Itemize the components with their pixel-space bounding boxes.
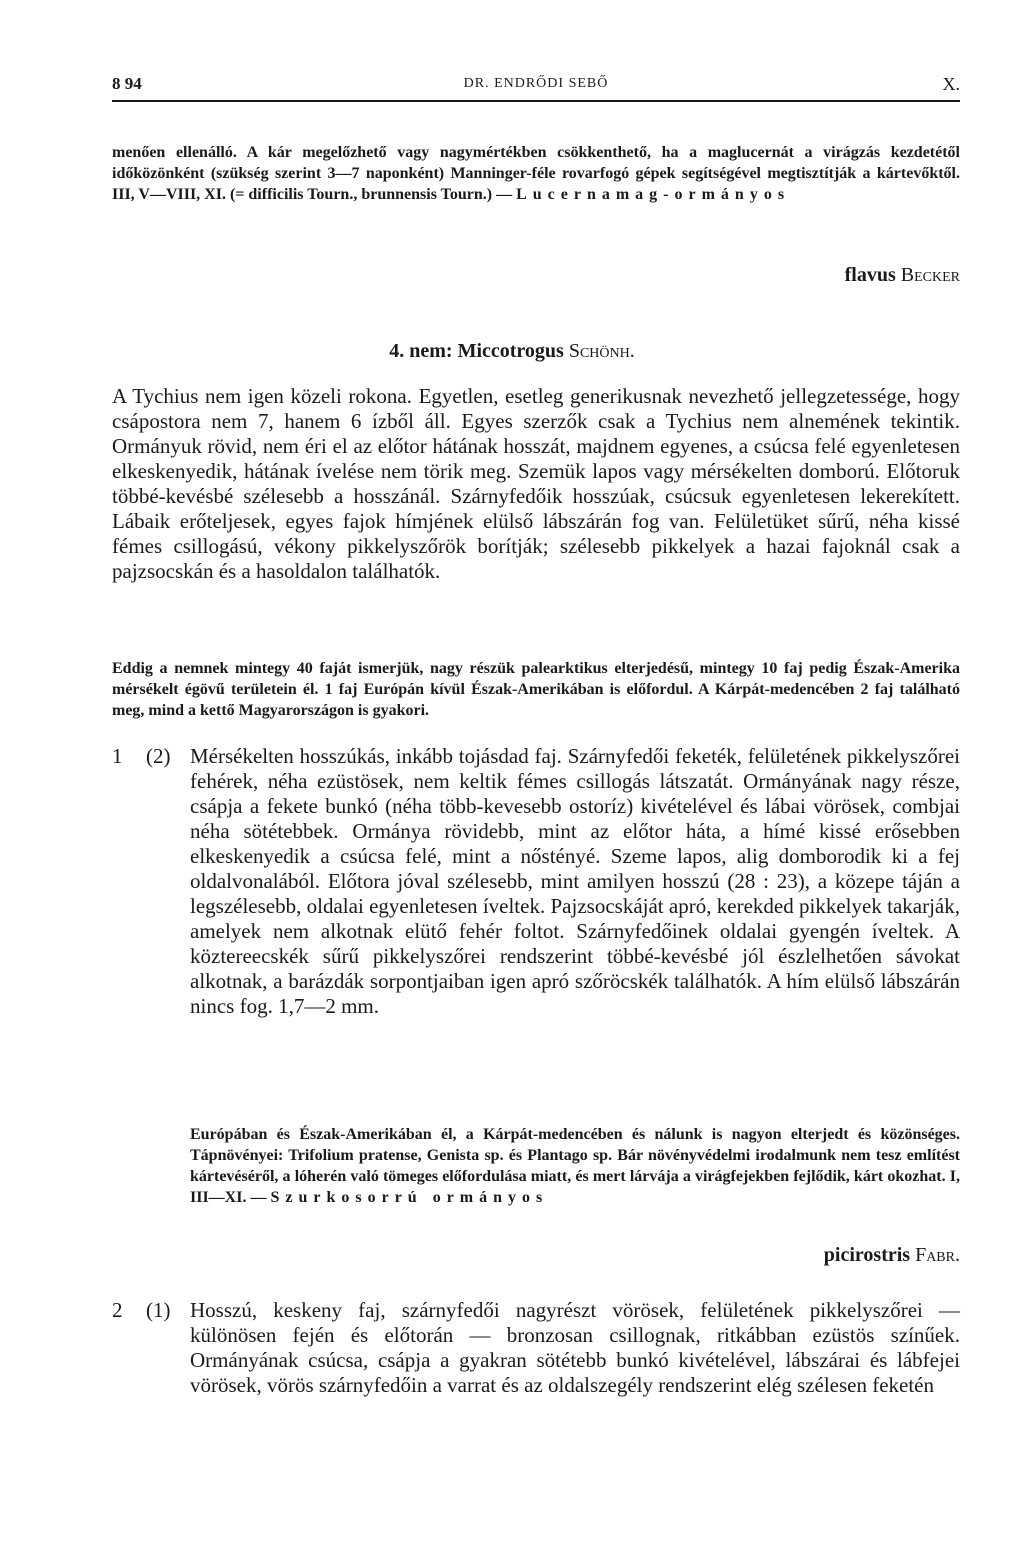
running-header	[112, 74, 960, 98]
key-note	[190, 1124, 960, 1208]
key-note-text: Európában és Észak-Amerikában él, a Kárpát-medencében és nálunk is nagyon elterjedt és közönséges. Tápnövényei: Trifolium pratense, Genista sp. és Plantago sp. Bár növényvédelmi irodalmunk nem tesz említést kártevéséről, a lóherén való tömeges előfordulása miatt, és mert lárvája a virágfejekben fejlődik, kárt okozhat. I, III—XI. —	[190, 1126, 960, 1206]
intro-paragraph	[112, 142, 960, 205]
key-common-name: Szurkosorrú ormányos	[270, 1189, 549, 1206]
species-line-picirostris	[824, 1244, 960, 1267]
key-text: Hosszú, keskeny faj, szárnyfedői nagyrészt vörösek, felületének pikkelyszőrei — különösen fején és előtorán — bronzosan csillognak, ritkábban ezüstös színűek. Ormányának csúcsa, csápja a gyakran sötétebb bunkó kivételével, lábszárai és lábfejei vörösek, vörös szárnyfedőin a varrat és az oldalszegély rendszerint elég szélesen feketén	[190, 1298, 960, 1397]
key-number: 2	[112, 1298, 123, 1322]
intro-common-name: Lucernamag-ormányos	[516, 186, 791, 203]
species-name: flavus	[844, 264, 896, 286]
genus-description: A Tychius nem igen közeli rokona. Egyetlen, esetleg generikusnak nevezhető jellegzetessége, hogy csápostora nem 7, hanem 6 ízből áll. Egyes szerzők csak a Tychius nem alnemének tekintik. Ormányuk rövid, nem éri el az előtor hátának hosszát, majdnem egyenes, a csúcsa felé egyenletesen elkeskenyedik, hátának ívelése nem törik meg. Szemük lapos vagy mérsékelten domború. Előtoruk többé-kevésbé szélesebb a hosszánál. Szárnyfedőik hosszúak, csúcsuk egyenletesen lekerekített. Lábaik erőteljesek, egyes fajok hímjének elülső lábszárán fog van. Felületüket sűrű, néha kissé fémes csillogású, vékony pikkelyszőrök borítják; szélesebb pikkelyek a hazai fajoknál csak a pajzsocskán és a hasoldalon találhatók.	[112, 384, 960, 583]
key-reference: (1)	[146, 1298, 171, 1322]
species-name: picirostris	[823, 1244, 911, 1266]
species-author: Becker	[900, 264, 960, 286]
genus-author: Schönh.	[568, 340, 635, 362]
key-text: Mérsékelten hosszúkás, inkább tojásdad faj. Szárnyfedői feketék, felületének pikkelyszőrei fehérek, néha ezüstösek, nem keltik fémes csillogás látszatát. Ormányának nagy része, csápja a fekete bunkó (néha több-kevesebb ostoríz) kivételével és lábai vörösek, combjai néha sötétebbek. Ormánya rövidebb, mint az előtor háta, a hímé kissé erősebben elkeskenyedik a csúcsa felé, mint a nőstényé. Szeme lapos, alig domborodik ki a fej oldalvonalából. Előtora jóval szélesebb, mint amilyen hosszú (28 : 23), a közepe táján a legszélesebb, oldalai egyenletesen íveltek. Pajzsocskáját apró, kerekded pikkelyek takarják, amelyek nem alkotnak elütő fehér foltot. Szárnyfedőinek oldalai gyengén íveltek. A köztereecskék sűrű pikkelyszőrei rendszerint többé-kevésbé jól észlelhetően sávokat alkotnak, a barázdák sorpontjaiban igen apró szőröcskék találhatók. A hím elülső lábszárán nincs fog. 1,7—2 mm.	[190, 744, 960, 1018]
key-note-1	[112, 1124, 960, 1244]
key-couplet-1	[112, 744, 960, 1104]
page-number: 8 94	[112, 74, 142, 93]
species-author: Fabr.	[915, 1244, 960, 1266]
species-line-flavus	[845, 264, 960, 287]
genus-note: Eddig a nemnek mintegy 40 faját ismerjük, nagy részük palearktikus elterjedésű, mintegy 10 faj pedig Észak-Amerika mérsékelt égövű területein él. 1 faj Európán kívül Észak-Amerikában is előfordul. A Kárpát-medencében 2 faj található meg, mind a kettő Magyarországon is gyakori.	[112, 660, 960, 719]
genus-label: 4. nem: Miccotrogus	[389, 340, 564, 362]
key-reference: (2)	[146, 744, 171, 768]
intro-text: menően ellenálló. A kár megelőzhető vagy nagymértékben csökkenthető, ha a maglucernát a virágzás kezdetétől időközönként (szükség szerint 3—7 naponként) Manninger-féle rovarfogó gépek segítségével megtisztítják a kártevőktől. III, V—VIII, XI. (= difficilis Tourn., brunnensis Tourn.) —	[112, 144, 960, 203]
running-author: DR. ENDRŐDI SEBŐ	[463, 76, 609, 91]
header-rule	[112, 100, 960, 102]
genus-heading	[0, 340, 1024, 363]
volume-number: X.	[942, 74, 960, 94]
key-couplet-2	[112, 1298, 960, 1458]
key-number: 1	[112, 744, 123, 768]
